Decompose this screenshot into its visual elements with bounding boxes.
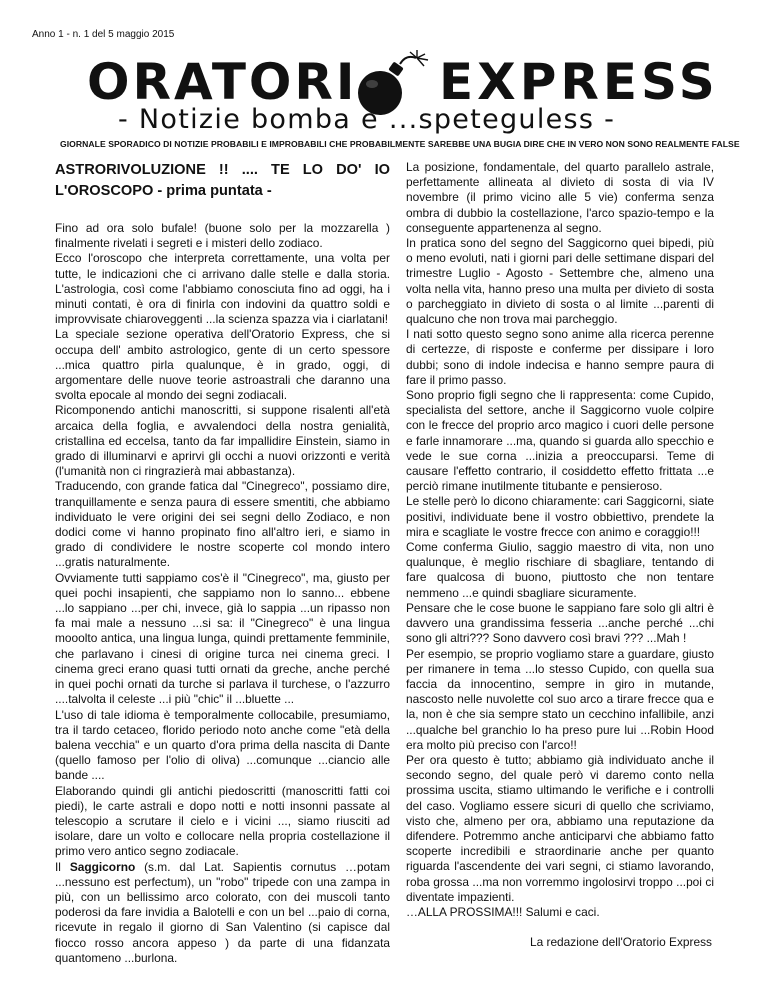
article-paragraph: Ecco l'oroscopo che interpreta correttamente, una volta per tutte, le indicazioni che ci arrivano dalle stelle e dalla storia. L'astrologia, così come l'abbiamo conosciuta fino ad oggi, ha i minuti contati, è ora di finirla con indovini da quattro soldi e improvvisate chiaroveggenti ...la scienza spazza via i ciarlatani! — [55, 251, 390, 327]
article-paragraph: …ALLA PROSSIMA!!! Salumi e caci. — [406, 904, 600, 919]
article-body-right — [406, 160, 714, 920]
article-paragraph: Come conferma Giulio, saggio maestro di vita, non uno qualunque, è meglio rischiare di sbagliare, tentando di fare qualcosa di buono, piuttosto che non tentare nemmeno ...e quindi sbagliare sicuramente. — [406, 540, 714, 600]
article-paragraph: Pensare che le cose buone le sappiano fare solo gli altri è davvero una grandissima fesseria ...anche perché ...chi sono gli altri??? Sono davvero così bravi ??? ...Mah ! — [406, 600, 714, 646]
issue-info: Anno 1 - n. 1 del 5 maggio 2015 — [32, 29, 175, 40]
masthead — [0, 50, 768, 150]
article-title-line2: L'OROSCOPO - prima puntata - — [55, 183, 272, 199]
article-paragraph: La posizione, fondamentale, del quarto parallelo astrale, perfettamente allineata al divieto di sosta di via IV novembre (il primo vicino alle 5 vie) conferma senza ombra di dubbio la costellazione, l'arco spazio-tempo e la conseguente appartenenza al segno. — [406, 160, 714, 235]
article-column-right — [406, 160, 714, 950]
article-title-line1: ASTRORIVOLUZIONE !! .... TE LO DO' IO — [55, 162, 390, 178]
article-paragraph: Fino ad ora solo bufale! (buone solo per la mozzarella ) finalmente rivelati i segreti e i misteri dello zodiaco. — [55, 221, 390, 251]
article-paragraph: Per esempio, se proprio vogliamo stare a guardare, giusto per rimanere in tema ...lo stesso Cupido, con quella sua faccia da innocentino, sempre in giro in mutande, nascosto nelle nuvolette col suo arco a tirare frecce qua e la, non è che sia sempre stato un cecchino infallibile, anzi ...qualche bel granchio lo ha preso pure lui ...Robin Hood era molto più preciso con l'arco!! — [406, 646, 714, 752]
article-column-left — [55, 160, 390, 966]
article-paragraph: Ricomponendo antichi manoscritti, si suppone risalenti all'età arcaica della foglia, e avvalendoci della nostra genialità, cristallina ed eccelsa, tanto da far impallidire Einstein, siamo in grado di illuminarvi e aprirvi gli occhi a nuovi orizzonti e verità (l'umanità non ci ringrazierà mai abbastanza). — [55, 403, 390, 479]
masthead-tagline: GIORNALE SPORADICO DI NOTIZIE PROBABILI E IMPROBABILI CHE PROBABILMENTE SAREBBE UNA BUGIA DIRE CHE IN VERO NON SONO REALMENTE FALSE — [60, 139, 740, 149]
sign-name: Saggicorno — [69, 859, 136, 874]
article-paragraph: I nati sotto questo segno sono anime alla ricerca perenne di certezze, di risposte e conferme per dissipare i loro dubbi; sono di indole indecisa e hanno sempre paura di fare il primo passo. — [406, 327, 714, 387]
sign-prefix: Il — [55, 859, 70, 874]
signoff: La redazione dell'Oratorio Express — [529, 935, 712, 950]
article-paragraph: Traducendo, con grande fatica dal "Cinegreco", possiamo dire, tranquillamente e senza paura di essere smentiti, che abbiamo individuato le vere origini dei sei segni dello Zodiaco, e non dodici come vi hanno propinato fino all'altro ieri, e siamo in grado di condividere le nostre scoperte col mondo intero ...gratis naturalmente. — [55, 479, 390, 570]
sign-description: (s.m. dal Lat. Sapientis cornutus …potam ...nessuno est perfectum), un "robo" tripede con una zampa in più, con un bellissimo arco colorato, con dei muscoli tanto poderosi da fare invidia a Balotelli e con un bel ...paio di corna, ricevute in regalo il giorno di San Valentino (si capisce dal fiocco rosso ancora appeso ) da parte di una fidanzata quantomeno ...burlona. — [55, 859, 390, 965]
article-title — [55, 160, 390, 202]
article-paragraph: L'uso di tale idioma è temporalmente collocabile, presumiamo, tra il tardo cetaceo, florido periodo noto anche come "età della balena vecchia" e un quarto d'ora prima della nascita di Dante (quello famoso per l'olio di oliva) ...comunque ...ciancio alle bande .... — [55, 707, 390, 783]
masthead-title-left: ORATORI — [87, 53, 358, 111]
article-paragraph: La speciale sezione operativa dell'Oratorio Express, che si occupa dell' ambito astrologico, gente di un certo spessore ...mica quattro pirla qualunque, è in grado, oggi, di argomentare delle nuove teorie astroastrali che daranno una svolta epocale al mondo dei segni zodiacali. — [55, 327, 390, 403]
article-paragraph: Le stelle però lo dicono chiaramente: cari Saggicorni, siate positivi, individuate bene il vostro obbiettivo, prendete la mira e scagliate le vostre frecce con animo e coraggio!!! — [406, 494, 715, 539]
article-body-left — [55, 221, 390, 860]
masthead-title-right: EXPRESS — [439, 53, 719, 111]
masthead-subtitle: - Notizie bomba e ...speteguless - — [118, 104, 616, 135]
article-paragraph: Per ora questo è tutto; abbiamo già individuato anche il secondo segno, del quale però vi daremo conto nella prossima uscita, stiamo ultimando le verifiche e i controlli del caso. Vogliamo essere sicuri di quello che scriviamo, visto che, almeno per ora, abbiamo una reputazione da difendere. Potremmo anche anticiparvi che abbiamo fatto scoperte incredibili e straordinarie anche per quanto riguarda l'ascendente dei vari segni, ci stiamo lavorando, roba grossa ...ma non vorremmo ingolosirvi troppo ...poi ci diventate impazienti. — [406, 752, 714, 904]
article-paragraph: Ovviamente tutti sappiamo cos'è il "Cinegreco", ma, giusto per quei pochi insapienti, che sappiamo non lo sanno... ebbene ...lo sappiano ...per chi, invece, già lo sappia ...un ripasso non fa mai male a nessuno ...si sa: il "Cinegreco" è una lingua mooolto antica, una lingua lunga, quindi prettamente femminile, che parlavano i cinesi di origine turca nei cinema greci. I cinema greci erano quasi tutti ornati da greche, anche perché in quei pochi ornati da turche si parlava il turchese, o l'azzurro ....talvolta il celeste ...i più "chic" il ...bluette ... — [55, 570, 390, 707]
sign-paragraph — [55, 860, 390, 966]
article-paragraph: Sono proprio figli segno che li rappresenta: come Cupido, specialista del settore, anche il Saggicorno vuole colpire con le frecce del proprio arco magico i cuori delle persone e farle innamorare ...ma, quando si guarda allo specchio e vede le sue corna ...inizia a preoccuparsi. Teme di causare l'effetto contrario, il cosiddetto effetto frittata ...e perciò rimane inutilmente titubante e pensieroso. — [406, 388, 714, 494]
article-paragraph: Elaborando quindi gli antichi piedoscritti (manoscritti fatti coi piedi), le carte astrali e dopo notti e notti insonni passate al telescopio a scrutare il cielo e i vicini ..., siamo riusciti ad isolare, dare un volto e collocare nella propria costellazione il primo vero antico segno zodiacale. — [55, 783, 390, 859]
article-paragraph: In pratica sono del segno del Saggicorno quei bipedi, più o meno evoluti, nati i giorni pari delle settimane dispari del trimestre Luglio - Agosto - Settembre che, almeno una volta nella vita, hanno preso una multa per divieto di sosta o parcheggiato in divieto di sosta o al limite ...parenti di qualcuno che non trova mai parcheggio. — [406, 236, 714, 327]
